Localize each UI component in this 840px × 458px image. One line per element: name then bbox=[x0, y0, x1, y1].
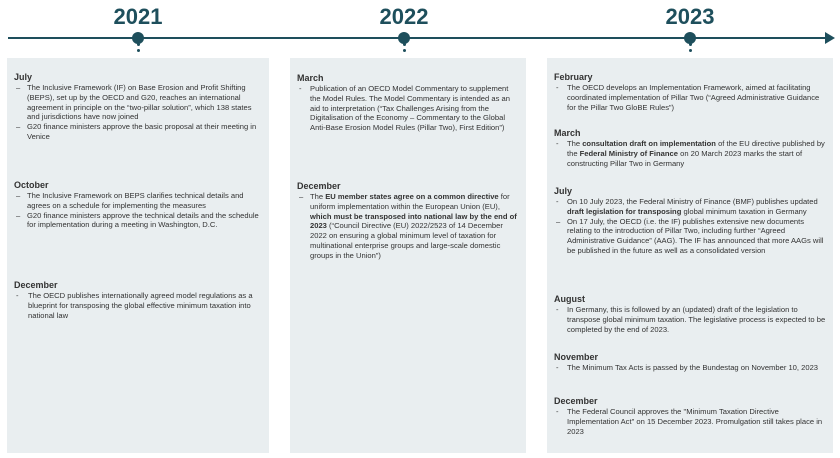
month-heading: August bbox=[554, 294, 585, 304]
list-item: – On 17 July, the OECD (i.e. the IF) publishes extensive new documents relating to the introduction of Pillar Two, including further “Agreed Administrative Guidance” (AAG). The IF has announced that more AAGs will be published in the future as well as a consolidated version bbox=[556, 216, 824, 255]
section-2021-october bbox=[14, 180, 263, 230]
list-item: - On 10 July 2023, the Federal Ministry of Finance (BMF) publishes updated draft legislation for transposing global minimum taxation in Germany bbox=[556, 197, 818, 216]
item-text: for uniform implementation within the European Union (EU), bbox=[310, 192, 510, 211]
list-item: – The Inclusive Framework (IF) on Base Erosion and Profit Shifting (BEPS), set up by the OECD and G20, reaches an international agreement in principle on the “two-pillar solution”, which 138 states and jurisdictions have now joined bbox=[16, 83, 252, 122]
item-text: global minimum taxation in Germany bbox=[681, 206, 807, 216]
section-2022-december bbox=[297, 181, 520, 261]
timeline-axis bbox=[8, 37, 828, 39]
emphasis-text: Federal Ministry of Finance bbox=[579, 148, 678, 158]
section-2023-july bbox=[554, 186, 827, 256]
section-2023-february bbox=[554, 72, 827, 112]
item-text: G20 finance ministers approve the basic proposal at their meeting in Venice bbox=[27, 122, 257, 141]
list-item: - The consultation draft on implementation of the EU directive published by the Federal Ministry of Finance on 20 March 2023 marks the start of constructing Pillar Two in Germany bbox=[556, 139, 825, 168]
item-text: G20 finance ministers approve the technical details and the schedule for implementation during a meeting in Washington, D.C. bbox=[27, 210, 259, 230]
month-heading: December bbox=[297, 181, 341, 191]
item-text: In Germany, this is followed by an (updated) draft of the legislation to transpose global minimum taxation. The legislative process is expected to be completed by the end of 2023. bbox=[567, 305, 826, 334]
connector-dots-2021 bbox=[136, 43, 140, 57]
item-text: The Federal Council approves the "Minimum Taxation Directive Implementation Act" on 15 December 2023. Promulgation still takes place in 2023 bbox=[567, 407, 823, 436]
item-text: The Inclusive Framework on BEPS clarifies technical details and agrees on a schedule for implementing the measures bbox=[27, 191, 244, 210]
month-heading: October bbox=[14, 180, 49, 190]
item-text: The bbox=[310, 192, 326, 201]
item-text: The OECD publishes internationally agreed model regulations as a blueprint for transposing the global effective minimum taxation into national law bbox=[28, 291, 253, 320]
emphasis-text: EU member states agree on a common directive bbox=[325, 192, 499, 201]
connector-dots-2022 bbox=[402, 43, 406, 57]
section-2023-november bbox=[554, 352, 827, 373]
list-item: - The Minimum Tax Acts is passed by the Bundestag on November 10, 2023 bbox=[556, 363, 819, 372]
month-heading: March bbox=[297, 73, 324, 83]
section-2023-december bbox=[554, 396, 827, 436]
year-label-2021: 2021 bbox=[113, 4, 163, 29]
item-text: on 20 March 2023 marks the start of constructing Pillar Two in Germany bbox=[567, 148, 803, 168]
column-2021 bbox=[7, 58, 269, 453]
month-heading: February bbox=[554, 72, 593, 82]
item-text: The Minimum Tax Acts is passed by the Bundestag on November 10, 2023 bbox=[567, 363, 819, 372]
month-heading: December bbox=[14, 280, 58, 290]
list-item: – The Inclusive Framework on BEPS clarifies technical details and agrees on a schedule for implementing the measures bbox=[16, 191, 244, 210]
section-2021-december bbox=[14, 280, 263, 320]
list-item: – G20 finance ministers approve the technical details and the schedule for implementation during a meeting in Washington, D.C. bbox=[16, 210, 259, 230]
item-text: The bbox=[567, 139, 583, 148]
emphasis-text: consultation draft on implementation bbox=[582, 139, 716, 148]
list-item: - Publication of an OECD Model Commentary to supplement the Model Rules. The Model Commentary is intended as an aid to interpretation (“Tax Challenges Arising from the Digitalisation of the Economy – Commentary to the Global Anti-Base Erosion Model Rules (Pillar Two), First Edition”) bbox=[299, 84, 510, 133]
list-item: – The EU member states agree on a common directive for uniform implementation within the European Union (EU), which must be transposed into national law by the end of 2023 (“Council Directive (EU) 2022/2523 of 14 December 2022 on ensuring a global minimum level of taxation for multinational enterprise groups and large-scale domestic groups in the Union”) bbox=[299, 192, 517, 260]
list-item: - The OECD publishes internationally agreed model regulations as a blueprint for transposing the global effective minimum taxation into national law bbox=[16, 291, 253, 320]
section-2021-july bbox=[14, 72, 263, 142]
connector-dots-2023 bbox=[688, 43, 692, 57]
section-2023-march bbox=[554, 128, 827, 168]
item-text: The OECD develops an Implementation Framework, aimed at facilitating coordinated implementation of Pillar Two (“Agreed Administrative Guidance for the Pillar Two GloBE Rules”) bbox=[567, 83, 820, 112]
column-2023 bbox=[547, 58, 833, 453]
list-item: - In Germany, this is followed by an (updated) draft of the legislation to transpose global minimum taxation. The legislative process is expected to be completed by the end of 2023. bbox=[556, 305, 826, 334]
month-heading: November bbox=[554, 352, 599, 362]
emphasis-text: which must be transposed into national law by the end of 2023 bbox=[310, 211, 517, 231]
month-heading: March bbox=[554, 128, 581, 138]
year-label-2022: 2022 bbox=[379, 4, 429, 29]
column-2022 bbox=[290, 58, 526, 453]
item-text: of the EU directive published by the bbox=[567, 139, 825, 158]
year-label-2023: 2023 bbox=[665, 4, 715, 29]
item-text: Publication of an OECD Model Commentary to supplement the Model Rules. The Model Commentary is intended as an aid to interpretation (“Tax Challenges Arising from the Digitalisation of the Economy – Commentary to the Global Anti-Base Erosion Model Rules (Pillar Two), First Edition”) bbox=[310, 84, 510, 133]
list-item: - The OECD develops an Implementation Framework, aimed at facilitating coordinated implementation of Pillar Two (“Agreed Administrative Guidance for the Pillar Two GloBE Rules”) bbox=[556, 83, 820, 112]
month-heading: December bbox=[554, 396, 598, 406]
emphasis-text: draft legislation for transposing bbox=[567, 206, 682, 216]
item-text: (“Council Directive (EU) 2022/2523 of 14 December 2022 on ensuring a global minimum level of taxation for multinational enterprise groups and large-scale domestic groups in the Union”) bbox=[310, 221, 503, 260]
item-text: On 17 July, the OECD (i.e. the IF) publishes extensive new documents relating to the introduction of Pillar Two, including further “Agreed Administrative Guidance” (AAG). The IF has announced that more AAGs will be published in the future as well as a consolidated version bbox=[567, 216, 824, 255]
section-2022-march bbox=[297, 73, 520, 133]
month-heading: July bbox=[14, 72, 33, 82]
item-text: On 10 July 2023, the Federal Ministry of Finance (BMF) publishes updated bbox=[567, 197, 818, 206]
list-item: – G20 finance ministers approve the basic proposal at their meeting in Venice bbox=[16, 122, 257, 141]
month-heading: July bbox=[554, 186, 573, 196]
section-2023-august bbox=[554, 294, 827, 334]
list-item: - The Federal Council approves the "Minimum Taxation Directive Implementation Act" on 15 December 2023. Promulgation still takes place in 2023 bbox=[556, 407, 823, 436]
timeline-arrow-icon bbox=[825, 32, 835, 44]
item-text: The Inclusive Framework (IF) on Base Erosion and Profit Shifting (BEPS), set up by the OECD and G20, reaches an international agreement in principle on the “two-pillar solution”, which 138 states and jurisdictions have now joined bbox=[27, 83, 252, 122]
